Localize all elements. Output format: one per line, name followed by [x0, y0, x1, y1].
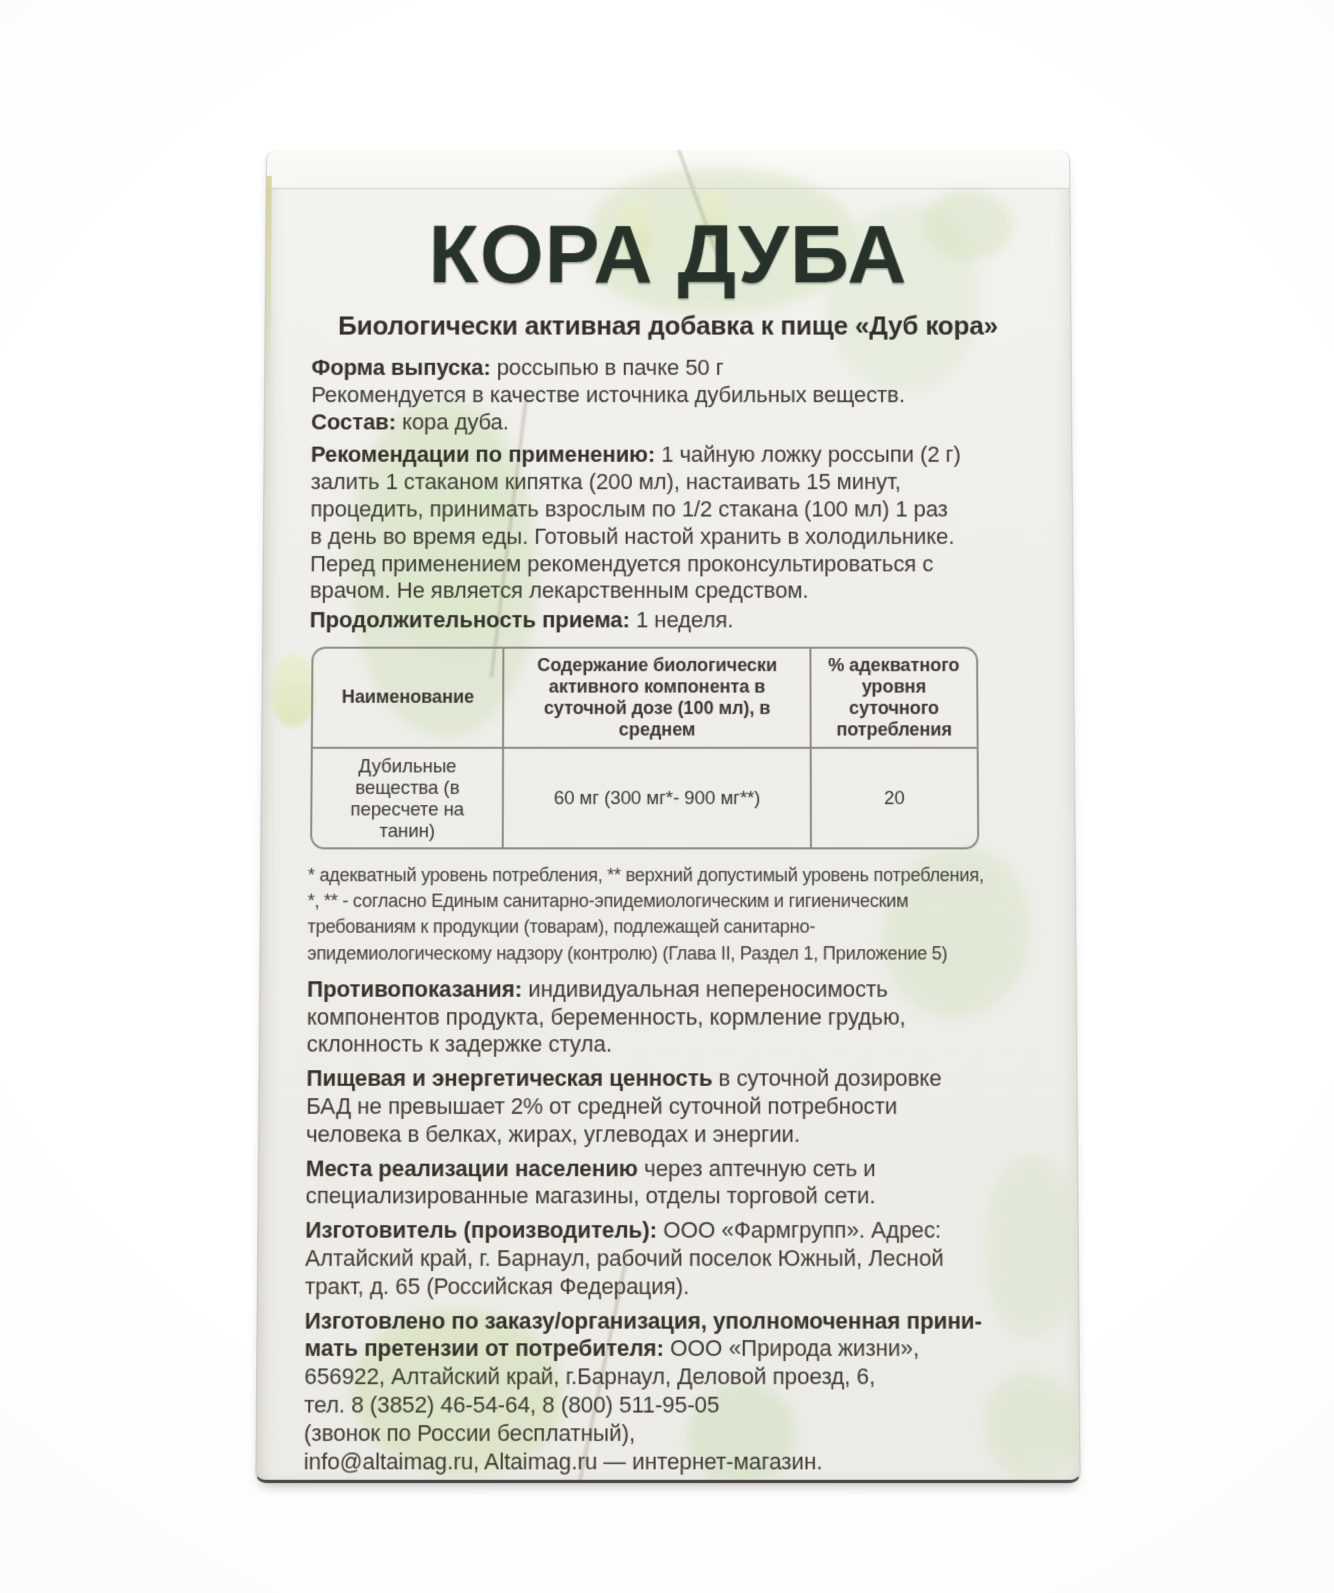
text-line: Перед применением рекомендуется проконсультироваться с [309, 550, 934, 577]
text-line: Состав: кора дуба. [310, 408, 509, 435]
text-line: Противопоказания: индивидуальная непереносимость [306, 975, 888, 1002]
text-line: Алтайский край, г. Барнаул, рабочий поселок Южный, Лесной [305, 1244, 944, 1272]
text-line: тракт, д. 65 (Российская Федерация). [304, 1272, 690, 1300]
text-line: человека в белках, жирах, углеводах и энергии. [305, 1120, 801, 1147]
text-line: тел. 8 (3852) 46-54-64, 8 (800) 511-95-05 [304, 1391, 720, 1418]
box-lid-crease [267, 188, 1070, 190]
text-line: БАД не превышает 2% от средней суточной потребности [306, 1093, 898, 1119]
paragraph-contraindications [307, 976, 1036, 1059]
text-line: мать претензии от потребителя: ООО «Природа жизни», [304, 1335, 920, 1362]
nutrition-table-row [310, 749, 979, 850]
text-line: склонность к задержке стула. [306, 1031, 612, 1058]
paragraph-points-of-sale [305, 1155, 1036, 1211]
paragraph-manufacturer [305, 1217, 1037, 1301]
text-line: Рекомендуется в качестве источника дубильных веществ. [311, 381, 905, 408]
package-front-panel [256, 150, 1079, 1480]
footnote-line: * адекватный уровень потребления, ** верхний допустимый уровень потребления, [307, 864, 984, 886]
text-line: Продолжительность приема: 1 неделя. [309, 607, 734, 633]
product-subtitle: Биологически активная добавка к пище «Дуб кора» [337, 310, 999, 341]
text-line: info@altaimag.ru, Altaimag.ru — интернет-магазин. [303, 1447, 823, 1475]
text-line: специализированные магазины, отделы торговой сети. [305, 1182, 876, 1209]
cell-substance-content: 60 мг (300 мг*- 900 мг**) [504, 749, 812, 850]
text-line: процедить, принимать взрослым по 1/2 стакана (100 мл) 1 раз [310, 496, 948, 522]
paragraph-release-form [311, 355, 1031, 436]
text-line: Изготовлено по заказу/организация, уполномоченная прини- [304, 1307, 982, 1334]
cell-substance-percent: 20 [812, 749, 980, 850]
package-box [255, 150, 1080, 1483]
paragraph-usage-recommendations [310, 442, 1033, 605]
footnote-line: *, ** - согласно Единым санитарно-эпидемиологическим и гигиеническим [307, 890, 909, 912]
text-line: компонентов продукта, беременность, кормление грудью, [306, 1003, 906, 1030]
paragraph-nutrition-energy [306, 1065, 1036, 1148]
paragraph-ordered-by [304, 1307, 1039, 1476]
text-line: Форма выпуска: россыпью в пачке 50 г [311, 354, 724, 380]
text-line: залить 1 стаканом кипятка (200 мл), настаивать 15 минут, [310, 469, 901, 495]
text-line: Изготовитель (производитель): ООО «Фармгрупп». Адрес: [305, 1216, 942, 1244]
header-cell-percent: % адекватного уровня суточного потребления [811, 647, 978, 749]
text-line: Пищевая и энергетическая ценность в суточной дозировке [306, 1065, 942, 1092]
text-line: (звонок по России бесплатный), [303, 1419, 636, 1446]
header-cell-name: Наименование [311, 647, 505, 749]
text-line: 656922, Алтайский край, г.Барнаул, Деловой проезд, 6, [304, 1363, 876, 1390]
label-text-column [304, 355, 1039, 1476]
header-cell-content: Содержание биологически активного компонента в суточной дозе (100 мл), в среднем [504, 647, 811, 749]
footnote-line: требованиям к продукции (товарам), подлежащей санитарно- [307, 916, 816, 938]
product-title: КОРА ДУБА [428, 209, 908, 301]
nutrition-table [310, 647, 979, 850]
paragraph-duration [310, 607, 1033, 634]
text-line: Рекомендации по применению: 1 чайную ложку россыпи (2 г) [310, 441, 961, 468]
cell-substance-name: Дубильные вещества (в пересчете на танин) [310, 749, 504, 850]
table-footnote [307, 863, 1035, 967]
text-line: в день во время еды. Готовый настой хранить в холодильнике. [310, 523, 955, 549]
text-line: врачом. Не является лекарственным средством. [309, 577, 809, 604]
text-line: Места реализации населению через аптечную сеть и [305, 1154, 876, 1181]
nutrition-table-header-row [311, 647, 979, 749]
footnote-line: эпидемиологическому надзору (контролю) (Глава II, Раздел 1, Приложение 5) [307, 942, 948, 964]
